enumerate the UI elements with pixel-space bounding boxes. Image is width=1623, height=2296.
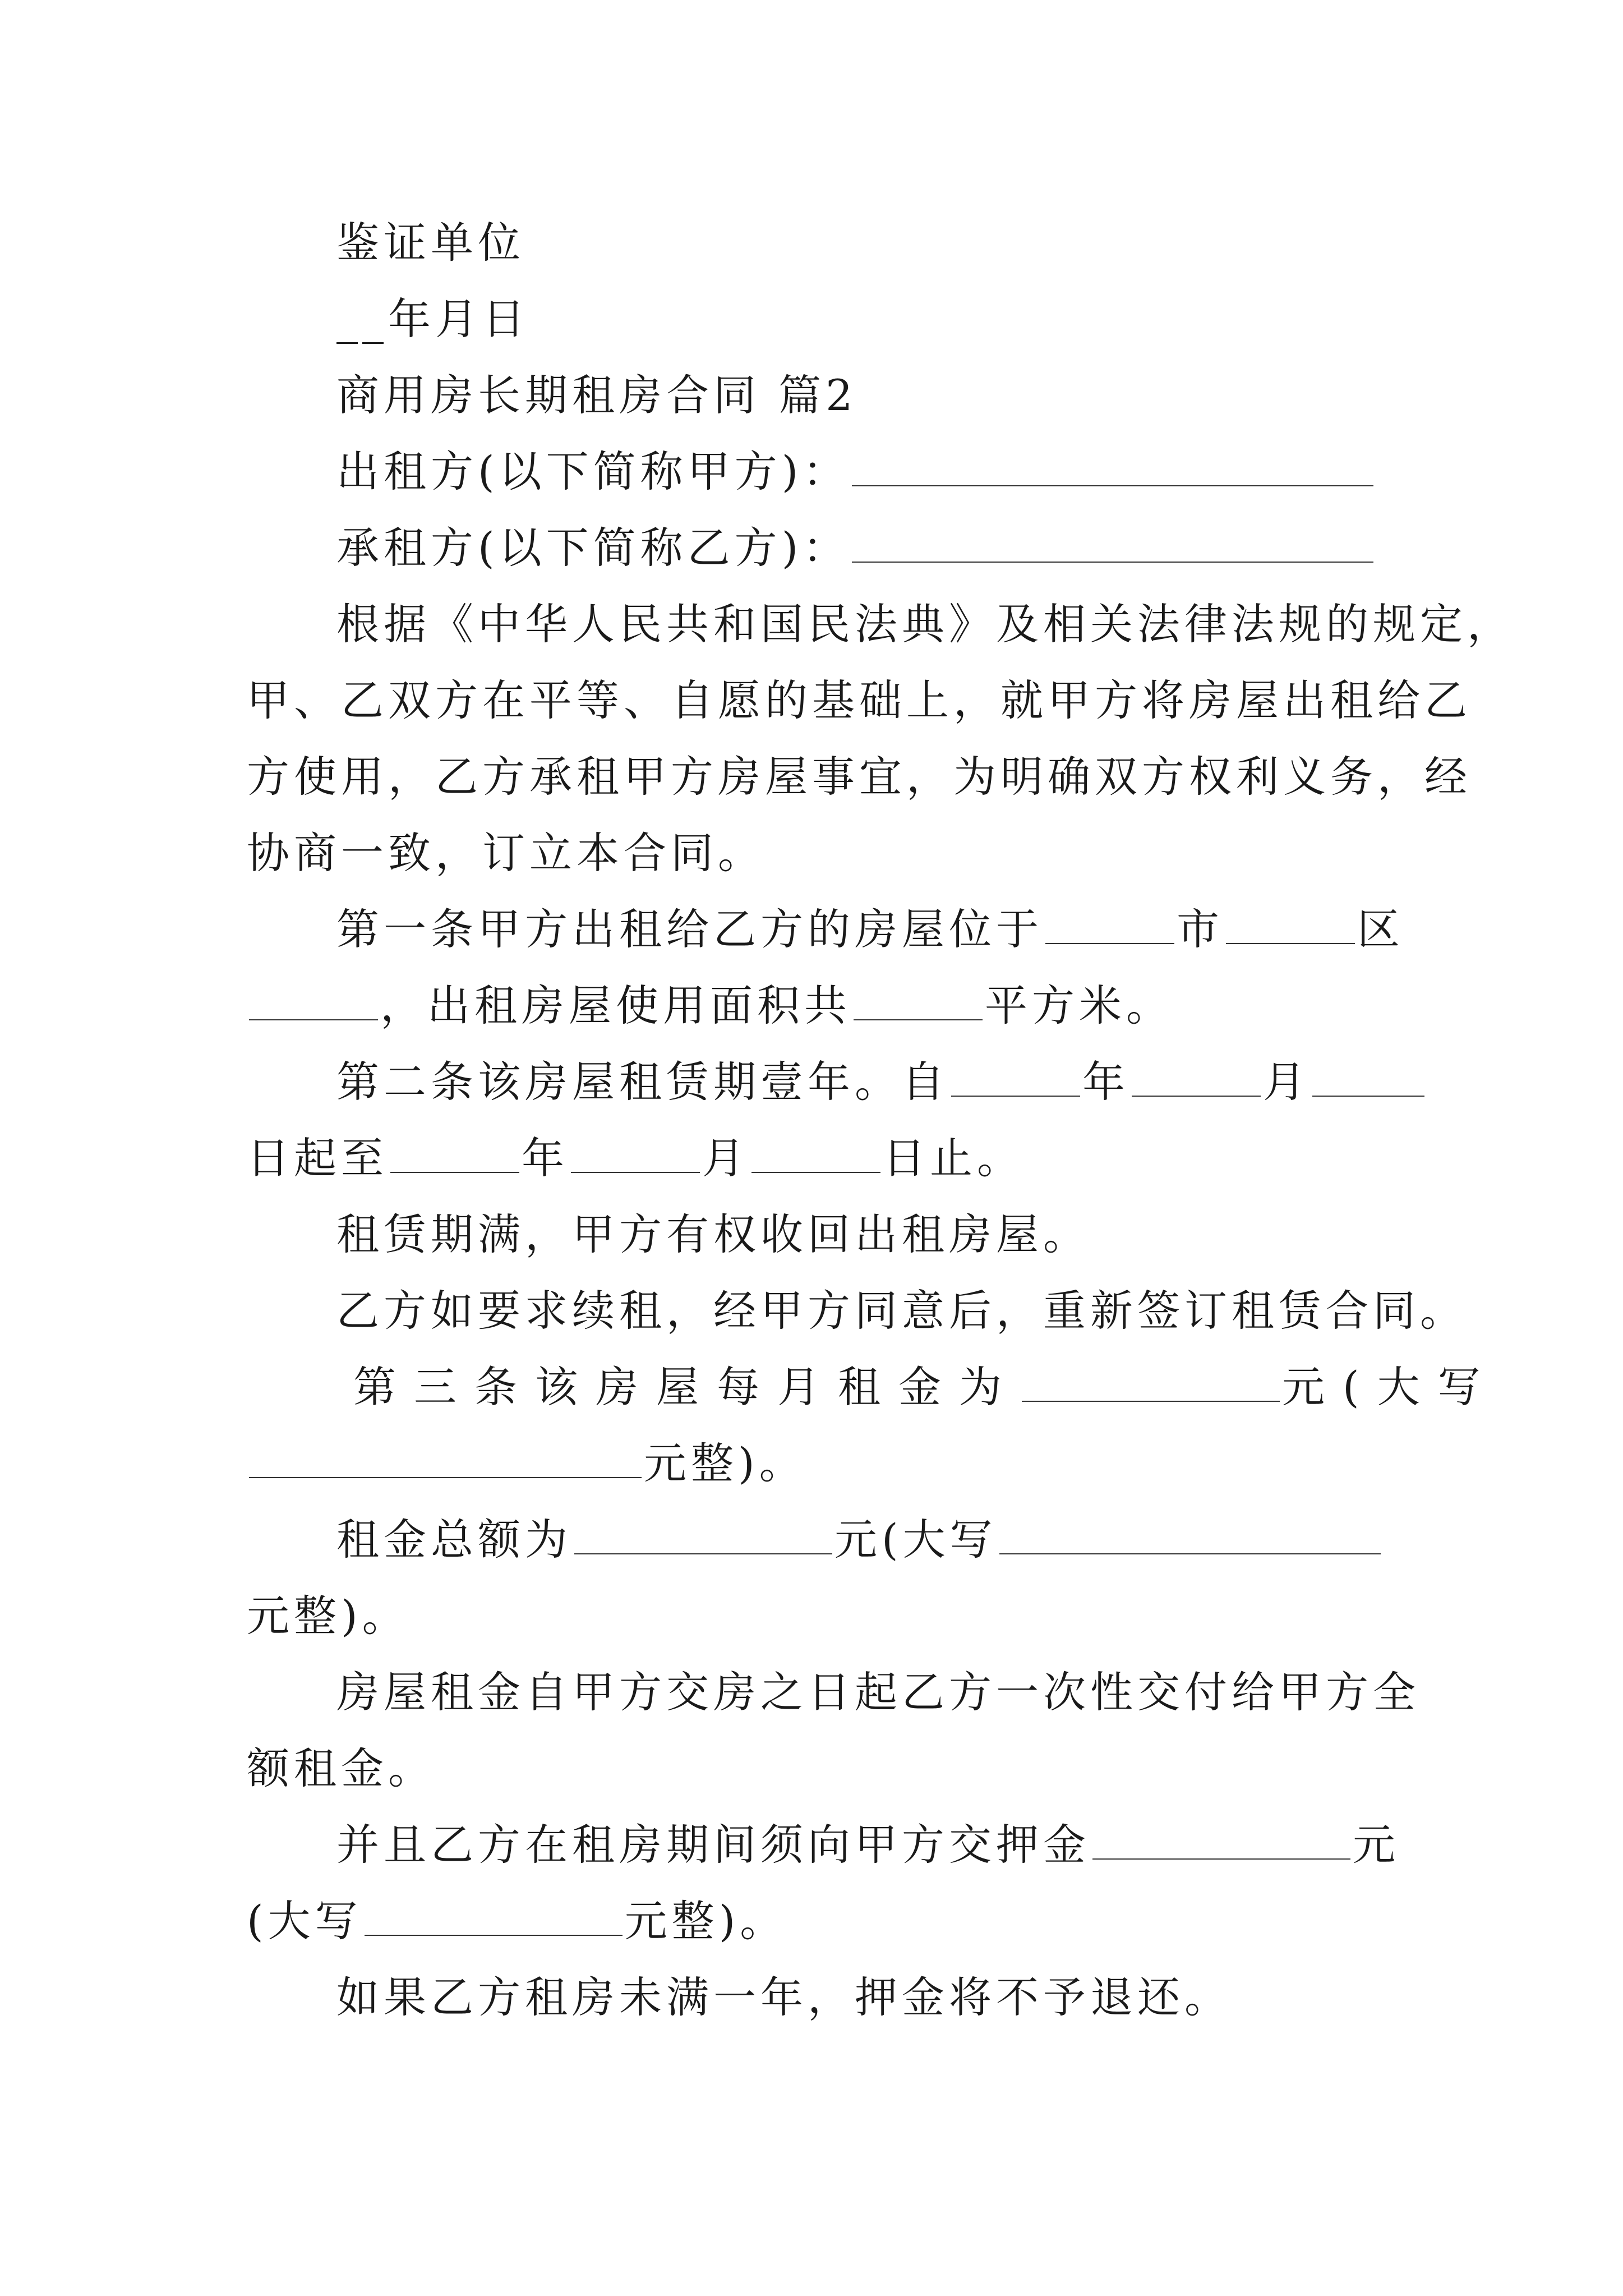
start-day-blank[interactable]: [1312, 1061, 1424, 1097]
article-3-line-1: [353, 1356, 1498, 1418]
expiry-line: 租赁期满，甲方有权收回出租房屋。: [336, 1209, 1090, 1259]
section-title: 商用房长期租房合同 篇2: [336, 370, 857, 420]
total-text-a: 租金总额为: [336, 1515, 572, 1565]
intro-line-3: 方使用，乙方承租甲方房屋事宜，为明确双方权利义务，经: [247, 752, 1472, 802]
lessor-blank[interactable]: [852, 450, 1373, 486]
area-blank[interactable]: [854, 984, 983, 1020]
lessee-line: [336, 517, 1376, 579]
article-2-text-e: 年: [522, 1133, 569, 1183]
article-3-text-c: 元整)。: [644, 1438, 806, 1488]
article-2-text-a: 第二条该房屋租赁期壹年。自: [336, 1057, 949, 1107]
address-blank[interactable]: [249, 984, 378, 1020]
article-3-line-2: [247, 1433, 806, 1494]
article-2-text-g: 日止。: [883, 1133, 1024, 1183]
city-blank[interactable]: [1045, 908, 1174, 944]
article-2-line-1: [336, 1051, 1427, 1113]
article-3-text-b: 元(大写: [1282, 1362, 1498, 1412]
payment-line-1: 房屋租金自甲方交房之日起乙方一次性交付给甲方全: [336, 1667, 1420, 1717]
article-1-text-a: 第一条甲方出租给乙方的房屋位于: [336, 904, 1043, 954]
article-2-text-b: 年: [1082, 1057, 1129, 1107]
deposit-text-d: 元整)。: [624, 1896, 787, 1946]
article-1-text-d: ，出租房屋使用面积共: [380, 981, 851, 1030]
refund-line: 如果乙方租房未满一年，押金将不予退还。: [336, 1972, 1232, 2022]
deposit-text-b: 元: [1353, 1820, 1400, 1870]
start-year-blank[interactable]: [951, 1061, 1080, 1097]
intro-line-1: 根据《中华人民共和国民法典》及相关法律法规的规定，: [336, 599, 1514, 649]
deposit-blank[interactable]: [1092, 1824, 1350, 1860]
monthly-rent-blank[interactable]: [1022, 1366, 1280, 1402]
date-prefix: __: [336, 294, 388, 344]
article-1-line-1: [336, 899, 1404, 960]
deposit-line-1: [336, 1814, 1400, 1876]
article-2-line-2: [247, 1128, 1024, 1189]
end-year-blank[interactable]: [390, 1137, 519, 1173]
total-line-2: 元整)。: [247, 1591, 409, 1641]
payment-line-2: 额租金。: [247, 1743, 435, 1793]
lessor-line: [336, 441, 1376, 503]
lessor-label: 出租方(以下简称甲方)：: [336, 447, 850, 496]
deposit-text-a: 并且乙方在租房期间须向甲方交押金: [336, 1820, 1090, 1870]
lessee-blank[interactable]: [852, 527, 1373, 563]
article-1-text-b: 市: [1177, 904, 1224, 954]
deposit-line-2: [247, 1890, 787, 1952]
renewal-line: 乙方如要求续租，经甲方同意后，重新签订租赁合同。: [336, 1286, 1467, 1336]
article-2-text-c: 月: [1263, 1057, 1310, 1107]
date-suffix: 年月日: [388, 294, 529, 344]
article-1-text-e: 平方米。: [985, 981, 1173, 1030]
intro-line-4: 协商一致，订立本合同。: [247, 828, 765, 878]
total-text-b: 元(大写: [834, 1515, 997, 1565]
monthly-rent-words-blank[interactable]: [249, 1442, 642, 1478]
end-month-blank[interactable]: [571, 1137, 700, 1173]
total-rent-blank[interactable]: [574, 1519, 832, 1554]
witness-unit: 鉴证单位: [336, 218, 525, 268]
total-rent-words-blank[interactable]: [999, 1519, 1381, 1554]
end-day-blank[interactable]: [751, 1137, 880, 1173]
deposit-words-blank[interactable]: [365, 1900, 623, 1936]
lessee-label: 承租方(以下简称乙方)：: [336, 523, 850, 573]
intro-line-2: 甲、乙双方在平等、自愿的基础上，就甲方将房屋出租给乙: [247, 675, 1472, 725]
deposit-text-c: (大写: [247, 1896, 362, 1946]
district-blank[interactable]: [1226, 908, 1355, 944]
article-2-text-d: 日起至: [247, 1133, 388, 1183]
article-3-text-a: 第三条该房屋每月租金为: [353, 1362, 1020, 1412]
start-month-blank[interactable]: [1132, 1061, 1261, 1097]
date-line: [336, 288, 529, 350]
total-line-1: [336, 1509, 1383, 1571]
article-1-line-2: [247, 975, 1173, 1037]
article-2-text-f: 月: [702, 1133, 749, 1183]
article-1-text-c: 区: [1357, 904, 1404, 954]
